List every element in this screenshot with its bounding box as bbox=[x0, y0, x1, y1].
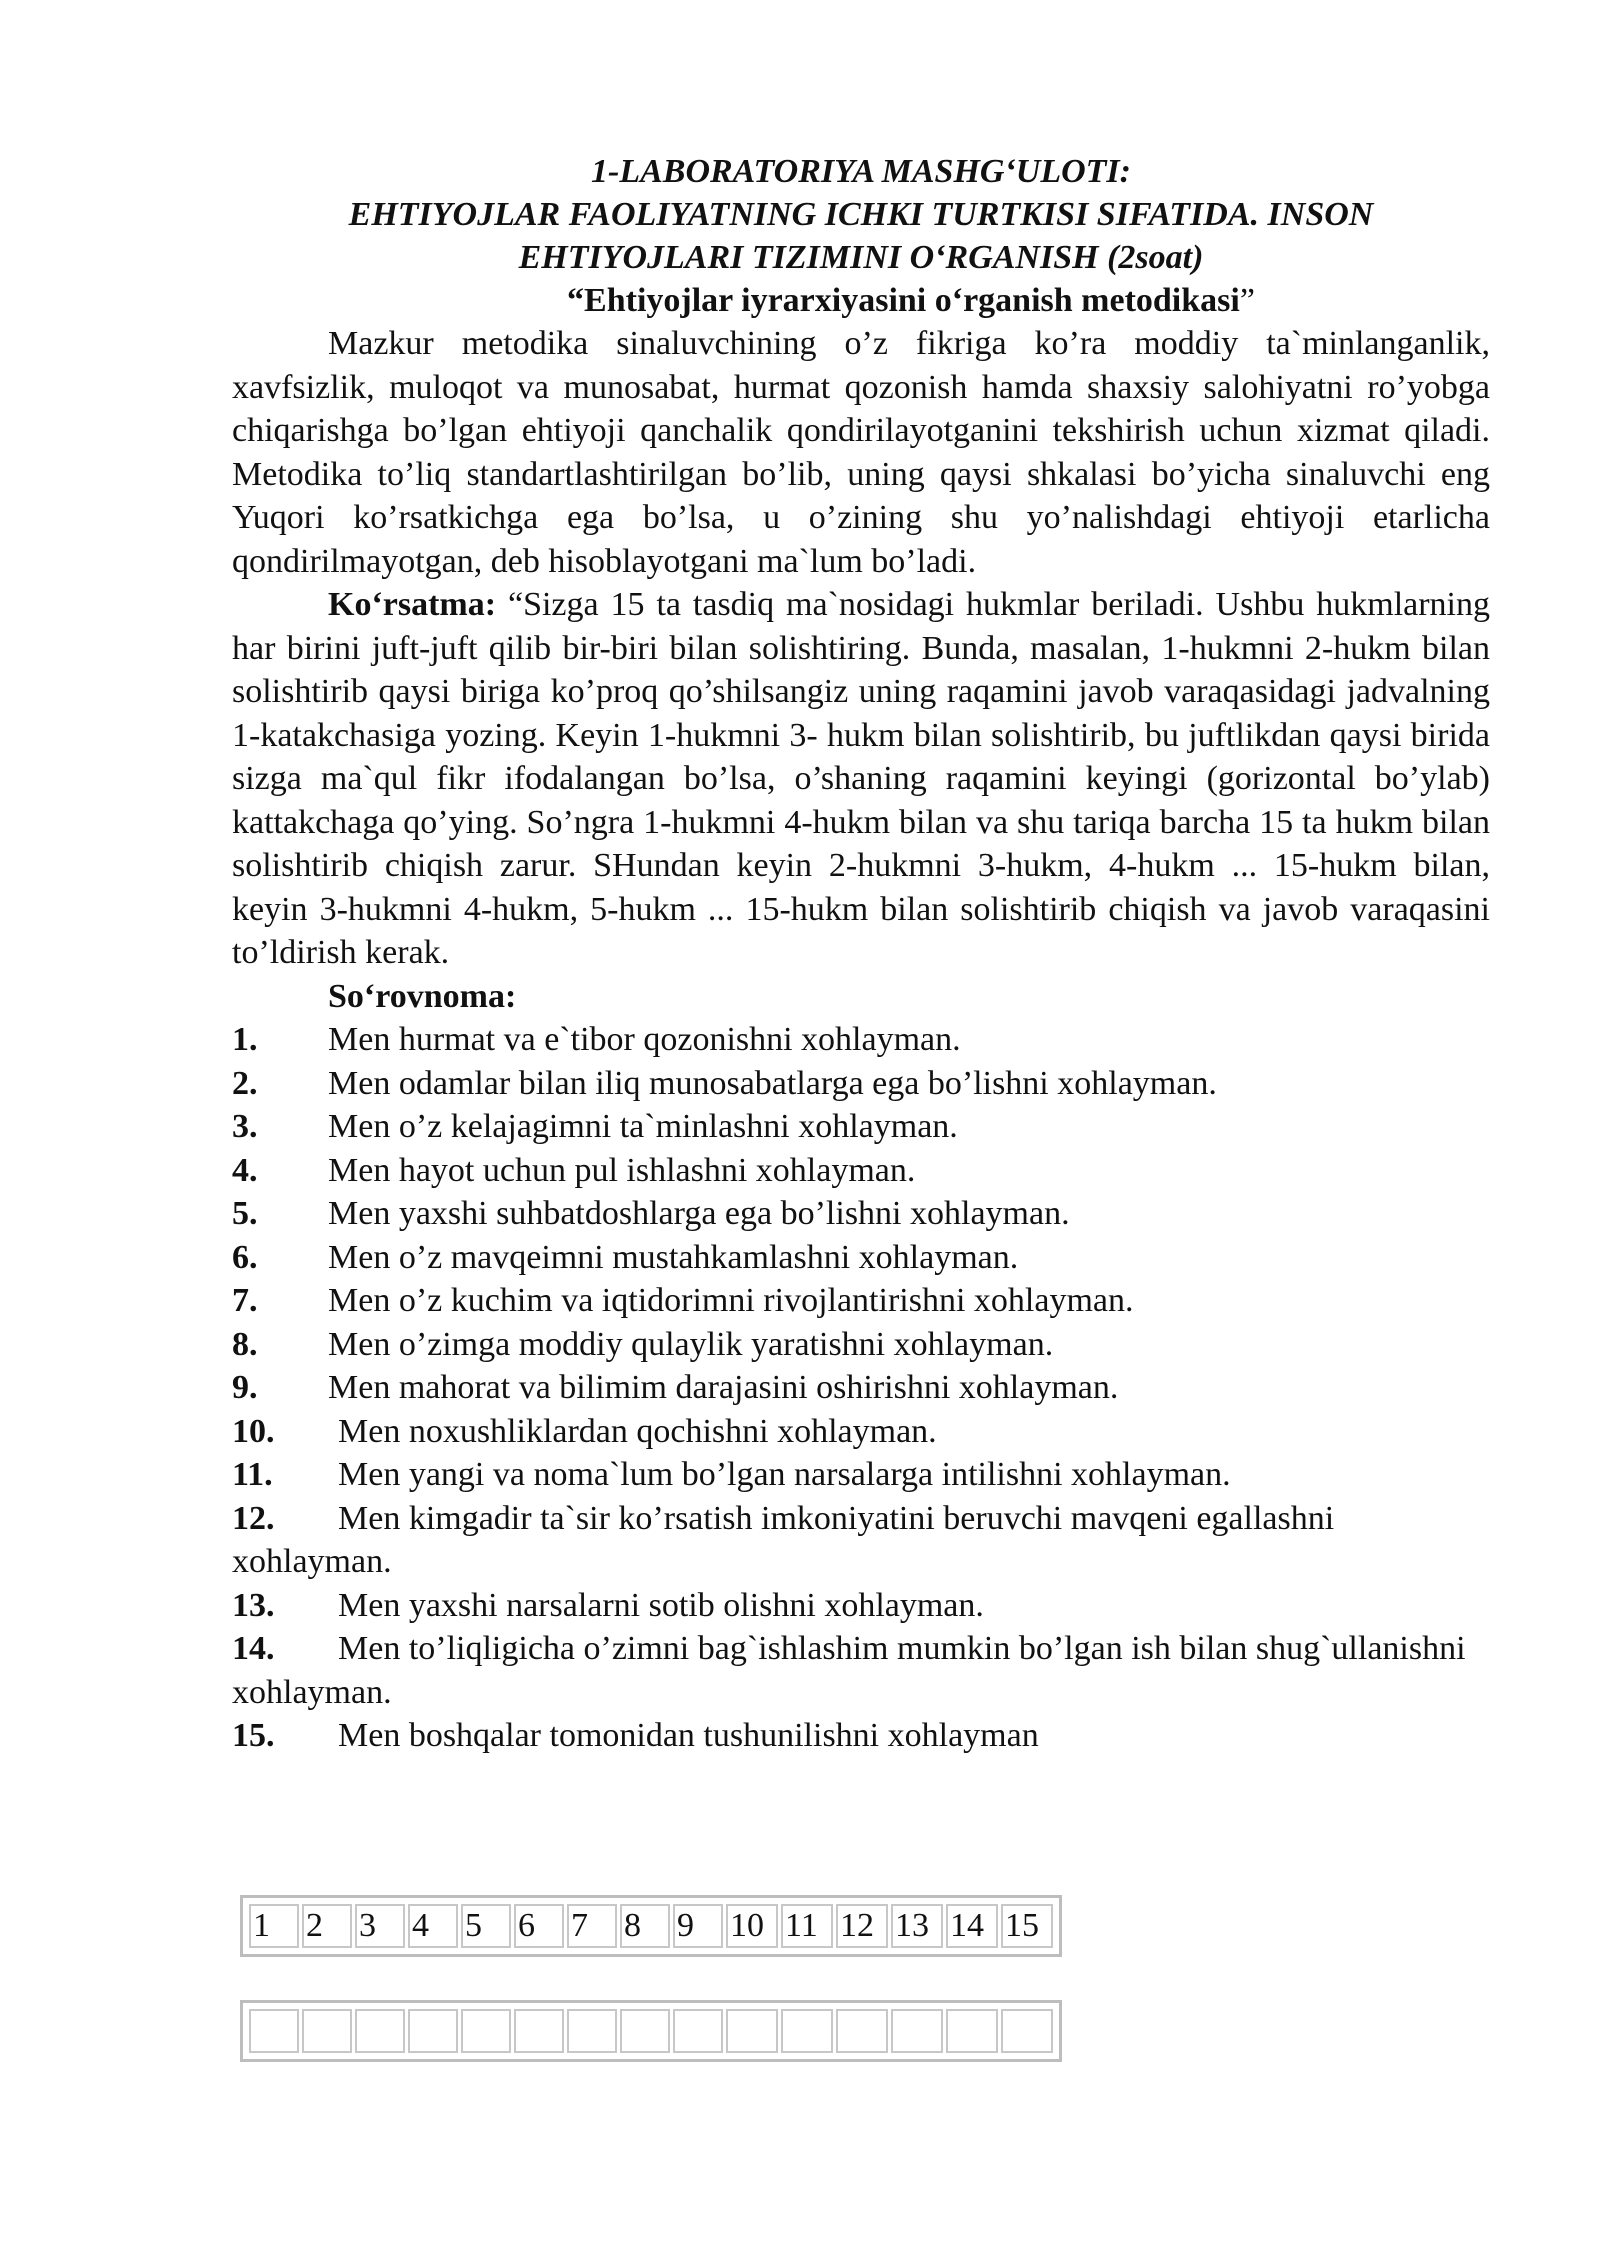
survey-item-number: 3. bbox=[232, 1108, 258, 1145]
answer-input-cell[interactable] bbox=[302, 2009, 352, 2053]
instruction-paragraph bbox=[232, 583, 1490, 975]
survey-item bbox=[232, 1149, 1490, 1193]
subtitle-text: “Ehtiyojlar iyrarxiyasini o‘rganish metodikasi bbox=[567, 282, 1240, 319]
answer-input-cell[interactable] bbox=[946, 2009, 998, 2053]
answer-header-cell: 13 bbox=[891, 1904, 943, 1948]
document-title bbox=[232, 150, 1490, 279]
survey-item-number: 1. bbox=[232, 1021, 258, 1058]
survey-heading: So‘rovnoma: bbox=[328, 977, 517, 1015]
survey-item-number: 4. bbox=[232, 1151, 258, 1189]
survey-item bbox=[232, 1410, 1490, 1454]
answer-input-cell[interactable] bbox=[673, 2009, 723, 2053]
answer-sheet-numbers bbox=[240, 1895, 1062, 1957]
answer-input-cell[interactable] bbox=[249, 2009, 299, 2053]
survey-item-text: Men hayot uchun pul ishlashni xohlayman. bbox=[328, 1151, 916, 1189]
survey-item-number: 13. bbox=[232, 1586, 275, 1624]
survey-item-number: 7. bbox=[232, 1282, 258, 1319]
survey-item-number: 11. bbox=[232, 1456, 273, 1493]
survey-item-number: 12. bbox=[232, 1499, 275, 1537]
survey-item-text: Men mahorat va bilimim darajasini oshirishni xohlayman. bbox=[328, 1369, 1119, 1406]
survey-item-number: 14. bbox=[232, 1630, 275, 1667]
survey-item-text: Men o’zimga moddiy qulaylik yaratishni xohlayman. bbox=[328, 1325, 1054, 1363]
survey-item bbox=[232, 1714, 1490, 1758]
answer-header-cell: 1 bbox=[249, 1904, 299, 1948]
survey-item bbox=[232, 1105, 1490, 1149]
answer-header-cell: 14 bbox=[946, 1904, 998, 1948]
answer-number-row bbox=[249, 1904, 1053, 1948]
survey-item bbox=[232, 1497, 1490, 1584]
survey-item-number: 2. bbox=[232, 1064, 258, 1102]
answer-input-cell[interactable] bbox=[891, 2009, 943, 2053]
answer-input-cell[interactable] bbox=[620, 2009, 670, 2053]
instruction-text: “Sizga 15 ta tasdiq ma`nosidagi hukmlar beriladi. Ushbu hukmlarning har birini juft-juft qilib bir-biri bilan solishtiring. Bunda, masalan, 1-hukmni 2-hukm bilan solishtirib qaysi biriga ko’proq qo’shilsangiz uning raqamini javob varaqasidagi jadvalning 1-katakchasiga yozing. Keyin 1-hukmni 3- hukm bilan solishtirib, bu juftlikdan qaysi birida sizga ma`qul fikr ifodalangan bo’lsa, o’shaning raqamini keyingi (gorizontal bo’ylab) kattakchaga qo’ying. So’ngra 1-hukmni 4-hukm bilan va shu tariqa barcha 15 ta hukm bilan solishtirib chiqish zarur. SHundan keyin 2-hukmni 3-hukm, 4-hukm ... 15-hukm bilan, keyin 3-hukmni 4-hukm, 5-hukm ... 15-hukm bilan solishtirib chiqish va javob varaqasini to’ldirish kerak. bbox=[232, 586, 1490, 971]
survey-item-text: Men noxushliklardan qochishni xohlayman. bbox=[338, 1412, 937, 1450]
answer-input-cell[interactable] bbox=[781, 2009, 833, 2053]
answer-header-cell: 6 bbox=[514, 1904, 564, 1948]
instruction-label: Ko‘rsatma: bbox=[328, 586, 497, 623]
answer-input-cell[interactable] bbox=[355, 2009, 405, 2053]
answer-header-cell: 5 bbox=[461, 1904, 511, 1948]
title-line-2: EHTIYOJLAR FAOLIYATNING ICHKI TURTKISI SIFATIDA. INSON bbox=[348, 196, 1374, 233]
title-line-1: 1-LABORATORIYA MASHG‘ULOTI: bbox=[591, 153, 1131, 190]
answer-input-cell[interactable] bbox=[461, 2009, 511, 2053]
survey-item-text: Men hurmat va e`tibor qozonishni xohlayman. bbox=[328, 1021, 961, 1058]
answer-input-cell[interactable] bbox=[514, 2009, 564, 2053]
survey-item bbox=[232, 1062, 1490, 1106]
survey-item-number: 9. bbox=[232, 1369, 258, 1406]
survey-items-list bbox=[232, 1018, 1490, 1758]
survey-item bbox=[232, 1279, 1490, 1323]
answer-header-cell: 3 bbox=[355, 1904, 405, 1948]
survey-item-number: 6. bbox=[232, 1238, 258, 1276]
survey-item bbox=[232, 1236, 1490, 1280]
intro-paragraph: Mazkur metodika sinaluvchining o’z fikriga ko’ra moddiy ta`minlanganlik, xavfsizlik, muloqot va munosabat, hurmat qozonish hamda shaxsiy salohiyatni ro’yobga chiqarishga bo’lgan ehtiyoji qanchalik qondirilayotganini tekshirish uchun xizmat qiladi. Metodika to’liq standartlashtirilgan bo’lib, uning qaysi shkalasi bo’yicha sinaluvchi eng Yuqori ko’rsatkichga ega bo’lsa, u o’zining shu yo’nalishdagi ehtiyoji etarlicha qondirilmayotgan, deb hisoblayotgani ma`lum bo’ladi. bbox=[232, 325, 1490, 580]
answer-header-cell: 10 bbox=[726, 1904, 778, 1948]
survey-item-number: 8. bbox=[232, 1325, 258, 1363]
survey-item bbox=[232, 1323, 1490, 1367]
answer-input-cell[interactable] bbox=[1001, 2009, 1053, 2053]
answer-input-cell[interactable] bbox=[567, 2009, 617, 2053]
survey-item-text: Men yangi va noma`lum bo’lgan narsalarga intilishni xohlayman. bbox=[338, 1456, 1231, 1493]
survey-item bbox=[232, 1584, 1490, 1628]
method-subtitle bbox=[332, 279, 1490, 322]
survey-item-text: Men odamlar bilan iliq munosabatlarga ega bo’lishni xohlayman. bbox=[328, 1064, 1217, 1102]
survey-item-text: Men o’z mavqeimni mustahkamlashni xohlayman. bbox=[328, 1238, 1019, 1276]
survey-item-number: 5. bbox=[232, 1195, 258, 1232]
answer-header-cell: 11 bbox=[781, 1904, 833, 1948]
survey-item-number: 10. bbox=[232, 1412, 275, 1450]
survey-item bbox=[232, 1453, 1490, 1497]
survey-item-text: Men kimgadir ta`sir ko’rsatish imkoniyatini beruvchi mavqeni egallashni xohlayman. bbox=[232, 1499, 1335, 1580]
answer-input-cell[interactable] bbox=[408, 2009, 458, 2053]
answer-blank-row bbox=[249, 2009, 1053, 2053]
survey-item bbox=[232, 1018, 1490, 1062]
survey-item-text: Men yaxshi suhbatdoshlarga ega bo’lishni xohlayman. bbox=[328, 1195, 1070, 1232]
title-line-3: EHTIYOJLARI TIZIMINI O‘RGANISH (2soat) bbox=[518, 239, 1204, 276]
answer-header-cell: 2 bbox=[302, 1904, 352, 1948]
answer-header-cell: 9 bbox=[673, 1904, 723, 1948]
subtitle-close-quote: ” bbox=[1239, 282, 1255, 319]
survey-item-text: Men o’z kuchim va iqtidorimni rivojlantirishni xohlayman. bbox=[328, 1282, 1134, 1319]
document-page bbox=[232, 150, 1490, 1758]
survey-item bbox=[232, 1192, 1490, 1236]
survey-item-text: Men o’z kelajagimni ta`minlashni xohlayman. bbox=[328, 1108, 958, 1145]
answer-header-cell: 15 bbox=[1001, 1904, 1053, 1948]
answer-sheet-blank bbox=[240, 2000, 1062, 2062]
answer-header-cell: 4 bbox=[408, 1904, 458, 1948]
survey-item bbox=[232, 1627, 1490, 1714]
answer-header-cell: 12 bbox=[836, 1904, 888, 1948]
answer-input-cell[interactable] bbox=[726, 2009, 778, 2053]
survey-item bbox=[232, 1366, 1490, 1410]
survey-item-text: Men boshqalar tomonidan tushunilishni xohlayman bbox=[338, 1717, 1039, 1754]
survey-item-text: Men yaxshi narsalarni sotib olishni xohlayman. bbox=[338, 1586, 984, 1624]
answer-header-cell: 8 bbox=[620, 1904, 670, 1948]
answer-input-cell[interactable] bbox=[836, 2009, 888, 2053]
survey-item-text: Men to’liqligicha o’zimni bag`ishlashim mumkin bo’lgan ish bilan shug`ullanishni xohlayman. bbox=[232, 1630, 1466, 1711]
survey-item-number: 15. bbox=[232, 1717, 275, 1754]
answer-header-cell: 7 bbox=[567, 1904, 617, 1948]
